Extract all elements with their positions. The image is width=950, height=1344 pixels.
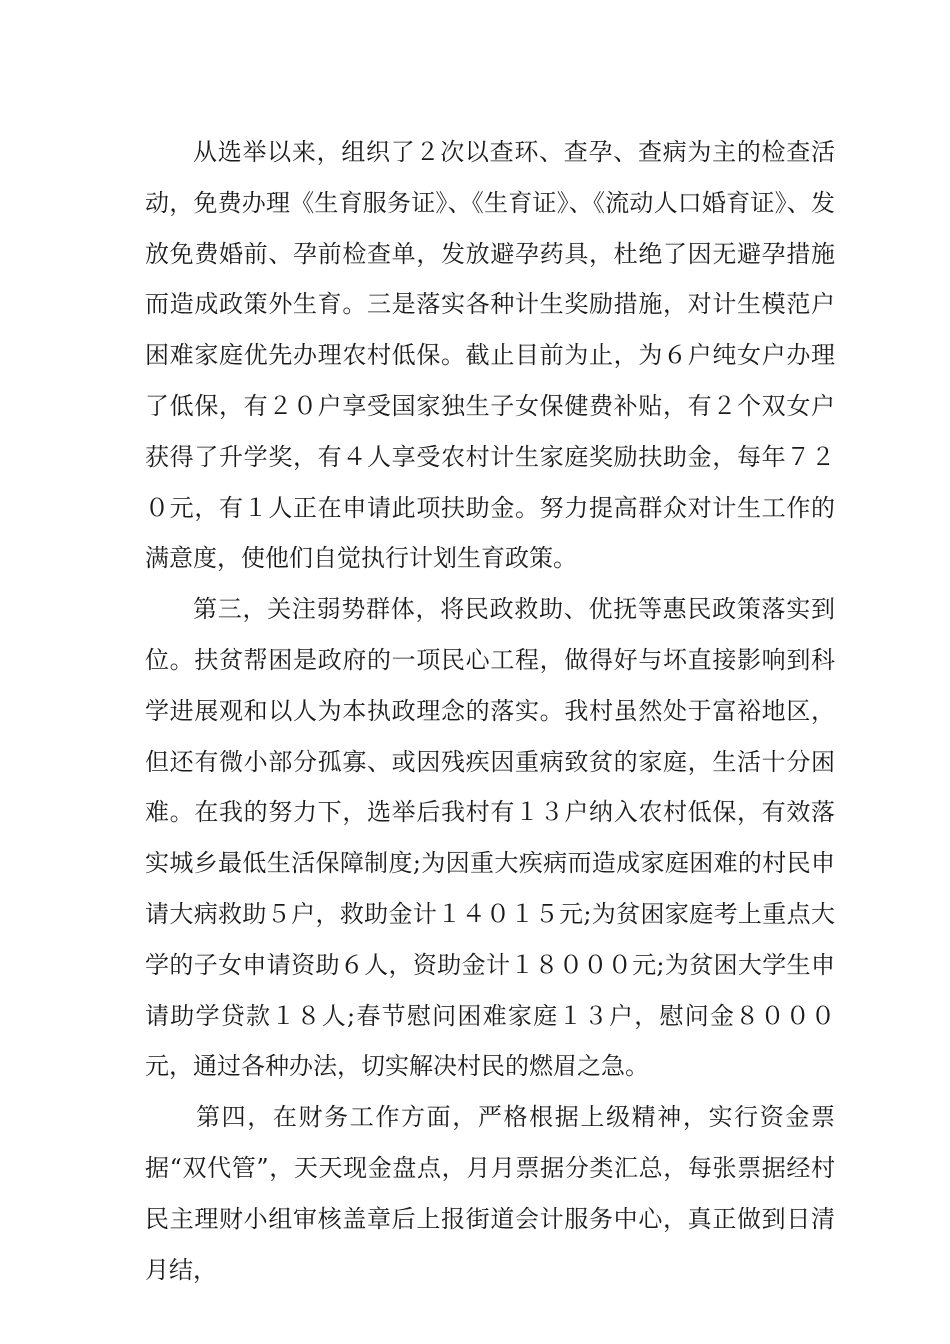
paragraph-finance-work: 第四，在财务工作方面，严格根据上级精神，实行资金票据“双代管”，天天现金盘点，月月票据分类汇总，每张票据经村民主理财小组审核盖章后上报街道会计服务中心，真正做到日清月结，: [145, 1103, 835, 1284]
paragraph-family-planning: 从选举以来，组织了２次以查环、查孕、查病为主的检查活动，免费办理《生育服务证》、《生育证》、《流动人口婚育证》、发放免费婚前、孕前检查单，发放避孕药具，杜绝了因无避孕措施而造成政策外生育。三是落实各种计生奖励措施，对计生模范户困难家庭优先办理农村低保。截止目前为止，为６户纯女户办理了低保，有２０户享受国家独生子女保健费补贴，有２个双女户获得了升学奖，有４人享受农村计生家庭奖励扶助金，每年７２０元，有１人正在申请此项扶助金。努力提高群众对计生工作的满意度，使他们自觉执行计划生育政策。: [145, 138, 835, 573]
document-body: [145, 127, 835, 1295]
paragraph-social-assistance: 第三，关注弱势群体，将民政救助、优抚等惠民政策落实到位。扶贫帮困是政府的一项民心工程，做得好与坏直接影响到科学进展观和以人为本执政理念的落实。我村虽然处于富裕地区，但还有微小部分孤寡、或因残疾因重病致贫的家庭，生活十分困难。在我的努力下，选举后我村有１３户纳入农村低保，有效落实城乡最低生活保障制度;为因重大疾病而造成家庭困难的村民申请大病救助５户，救助金计１４０１５元;为贫困家庭考上重点大学的子女申请资助６人，资助金计１８０００元;为贫困大学生申请助学贷款１８人;春节慰问困难家庭１３户，慰问金８０００元，通过各种办法，切实解决村民的燃眉之急。: [145, 595, 835, 1081]
